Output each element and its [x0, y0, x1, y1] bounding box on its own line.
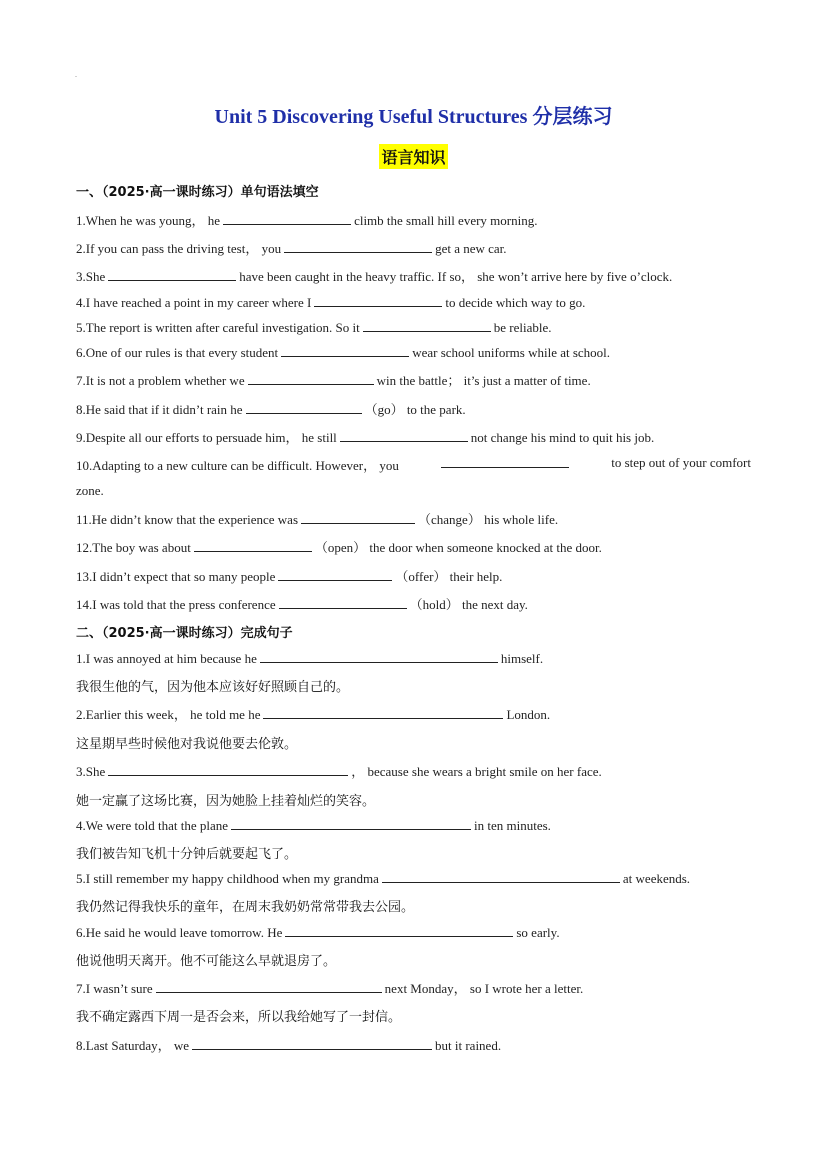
s2-item-4: 4.We were told that the plane in ten minutes. — [76, 818, 551, 833]
s2-item-2: 2.Earlier this week， he told me he London. — [76, 707, 551, 722]
s2-item-1-translation: 我很生他的气，因为他本应该好好照顾自己的。 — [76, 680, 350, 695]
answer-blank[interactable] — [363, 319, 491, 332]
s2-item-5: 5.I still remember my happy childhood when my grandma at weekends. — [76, 871, 691, 886]
s1-item-2: 2.If you can pass the driving test， you get a new car. — [76, 241, 507, 256]
answer-blank[interactable] — [441, 455, 569, 468]
s2-item-7: 7.I wasn’t sure next Monday， so I wrote her a letter. — [76, 981, 584, 996]
s1-item-6: 6.One of our rules is that every student wear school uniforms while at school. — [76, 345, 611, 360]
s1-item-11: 11.He didn’t know that the experience was （change） his whole life. — [76, 512, 559, 527]
s2-item-8: 8.Last Saturday， we but it rained. — [76, 1038, 502, 1053]
answer-blank[interactable] — [246, 401, 362, 414]
answer-blank[interactable] — [231, 817, 471, 830]
s1-item-7: 7.It is not a problem whether we win the battle； it’s just a matter of time. — [76, 373, 591, 388]
answer-blank[interactable] — [382, 870, 620, 883]
answer-blank[interactable] — [192, 1037, 432, 1050]
s2-item-7-translation: 我不确定露西下周一是否会来，所以我给她写了一封信。 — [76, 1010, 402, 1025]
s1-item-9: 9.Despite all our efforts to persuade him， he still not change his mind to quit his job. — [76, 430, 655, 445]
page-title: Unit 5 Discovering Useful Structures 分层练习 — [214, 106, 613, 128]
answer-blank[interactable] — [248, 372, 374, 385]
answer-blank[interactable] — [108, 763, 348, 776]
s2-item-3: 3.She ， because she wears a bright smile on her face. — [76, 764, 602, 779]
s2-item-1: 1.I was annoyed at him because he himself. — [76, 651, 544, 666]
answer-blank[interactable] — [281, 344, 409, 357]
section2-heading: 二、（2025·高一课时练习）完成句子 — [76, 626, 293, 641]
s1-item-5: 5.The report is written after careful investigation. So it be reliable. — [76, 320, 552, 335]
answer-blank[interactable] — [223, 212, 351, 225]
s2-item-3-translation: 她一定赢了这场比赛，因为她脸上挂着灿烂的笑容。 — [76, 794, 376, 809]
answer-blank[interactable] — [260, 650, 498, 663]
answer-blank[interactable] — [278, 568, 392, 581]
s2-item-6-translation: 他说他明天离开。他不可能这么早就退房了。 — [76, 954, 337, 969]
answer-blank[interactable] — [340, 429, 468, 442]
answer-blank[interactable] — [285, 924, 513, 937]
s1-item-10-cont: zone. — [76, 483, 104, 498]
badge-wrap — [0, 144, 827, 169]
answer-blank[interactable] — [156, 980, 382, 993]
section1-heading: 一、（2025·高一课时练习）单句语法填空 — [76, 185, 319, 200]
section-badge: 语言知识 — [379, 144, 447, 169]
answer-blank[interactable] — [263, 706, 503, 719]
answer-blank[interactable] — [284, 240, 432, 253]
s2-item-2-translation: 这星期早些时候他对我说他要去伦敦。 — [76, 737, 298, 752]
answer-blank[interactable] — [279, 596, 407, 609]
s1-item-10: 10.Adapting to a new culture can be difficult. However， you to step out of your comfort — [76, 455, 751, 473]
s1-item-13: 13.I didn’t expect that so many people （offer） their help. — [76, 569, 503, 584]
s1-item-1: 1.When he was young， he climb the small hill every morning. — [76, 213, 538, 228]
s1-item-4: 4.I have reached a point in my career where I to decide which way to go. — [76, 295, 586, 310]
s2-item-6: 6.He said he would leave tomorrow. He so early. — [76, 925, 560, 940]
s1-item-3: 3.She have been caught in the heavy traffic. If so， she won’t arrive here by five o’clock. — [76, 269, 673, 284]
s2-item-4-translation: 我们被告知飞机十分钟后就要起飞了。 — [76, 847, 298, 862]
s1-item-8: 8.He said that if it didn’t rain he （go） to the park. — [76, 402, 466, 417]
answer-blank[interactable] — [108, 268, 236, 281]
answer-blank[interactable] — [194, 539, 312, 552]
s1-item-14: 14.I was told that the press conference （hold） the next day. — [76, 597, 528, 612]
page-dot: . — [75, 70, 77, 79]
s1-item-12: 12.The boy was about （open） the door when someone knocked at the door. — [76, 540, 602, 555]
s2-item-5-translation: 我仍然记得我快乐的童年，在周末我奶奶常常带我去公园。 — [76, 900, 415, 915]
answer-blank[interactable] — [314, 294, 442, 307]
answer-blank[interactable] — [301, 511, 415, 524]
